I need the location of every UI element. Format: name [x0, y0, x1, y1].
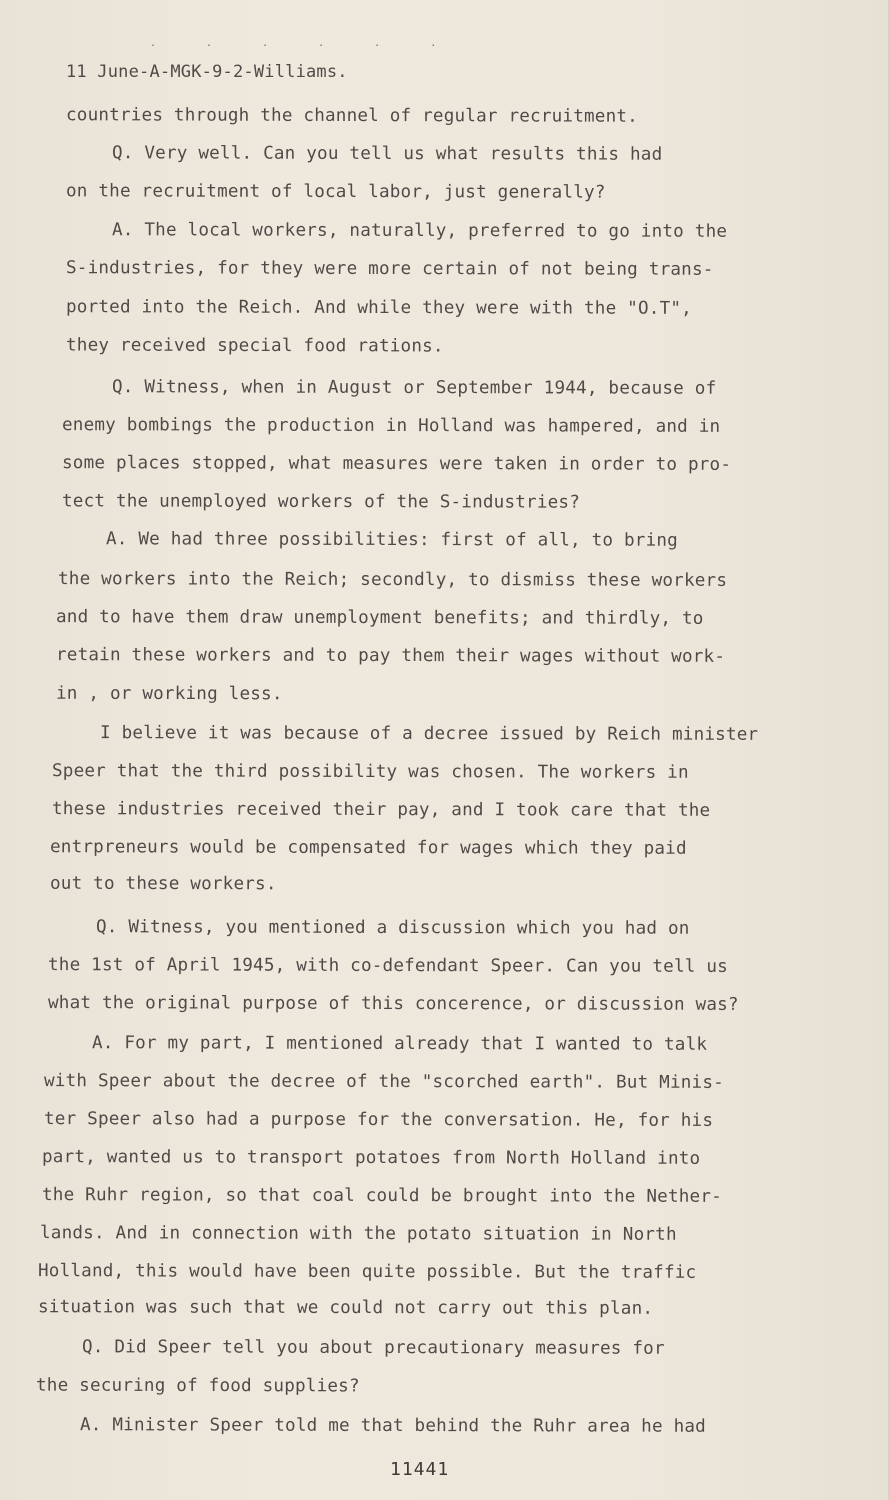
- text-line: and to have them draw unemployment benefits; and thirdly, to: [55, 607, 704, 629]
- text-line: out to these workers.: [49, 873, 277, 895]
- text-line: the Ruhr region, so that coal could be brought into the Nether-: [41, 1185, 722, 1207]
- text-line: Holland, this would have been quite possible. But the traffic: [37, 1261, 697, 1283]
- text-line: ported into the Reich. And while they were with the "O.T",: [65, 297, 692, 319]
- text-line: some places stopped, what measures were taken in order to pro-: [61, 453, 732, 475]
- text-line: ter Speer also had a purpose for the conversation. He, for his: [43, 1109, 714, 1131]
- text-line: Q. Witness, when in August or September 1944, because of: [111, 377, 717, 399]
- margin-marks: . . . . . .: [150, 38, 459, 49]
- text-line: entrpreneurs would be compensated for wages which they paid: [49, 837, 687, 859]
- text-line: A. Minister Speer told me that behind the Ruhr area he had: [79, 1415, 706, 1437]
- text-line: I believe it was because of a decree issued by Reich minister: [99, 723, 759, 745]
- text-line: in , or working less.: [55, 683, 283, 705]
- text-line: A. For my part, I mentioned already that I wanted to talk: [91, 1033, 708, 1055]
- text-line: what the original purpose of this concerence, or discussion was?: [47, 993, 739, 1015]
- text-line: Speer that the third possibility was chosen. The workers in: [51, 761, 689, 783]
- text-line: Q. Very well. Can you tell us what results this had: [111, 143, 663, 165]
- text-line: lands. And in connection with the potato situation in North: [39, 1223, 677, 1245]
- text-line: the workers into the Reich; secondly, to dismiss these workers: [57, 569, 728, 591]
- text-line: on the recruitment of local labor, just generally?: [65, 181, 606, 203]
- text-line: tect the unemployed workers of the S-industries?: [61, 491, 581, 513]
- text-line: A. We had three possibilities: first of all, to bring: [105, 529, 679, 551]
- text-line: retain these workers and to pay them their wages without work-: [55, 645, 726, 667]
- text-line: the 1st of April 1945, with co-defendant Speer. Can you tell us: [47, 955, 728, 977]
- text-line: the securing of food supplies?: [35, 1375, 360, 1397]
- text-line: countries through the channel of regular recruitment.: [65, 105, 639, 127]
- text-line: they received special food rations.: [65, 335, 444, 357]
- text-line: these industries received their pay, and I took care that the: [51, 799, 711, 821]
- text-line: enemy bombings the production in Holland was hampered, and in: [61, 415, 721, 437]
- page-number: 11441: [390, 1459, 450, 1480]
- text-line: A. The local workers, naturally, preferred to go into the: [111, 220, 728, 242]
- text-line: with Speer about the decree of the "scorched earth". But Minis-: [43, 1071, 724, 1093]
- text-line: S-industries, for they were more certain of not being trans-: [65, 258, 714, 280]
- document-header: 11 June-A-MGK-9-2-Williams.: [66, 62, 348, 82]
- text-line: Q. Witness, you mentioned a discussion which you had on: [95, 917, 690, 939]
- text-line: situation was such that we could not carry out this plan.: [37, 1297, 654, 1319]
- text-line: Q. Did Speer tell you about precautionary measures for: [81, 1337, 665, 1359]
- text-line: part, wanted us to transport potatoes from North Holland into: [41, 1147, 701, 1169]
